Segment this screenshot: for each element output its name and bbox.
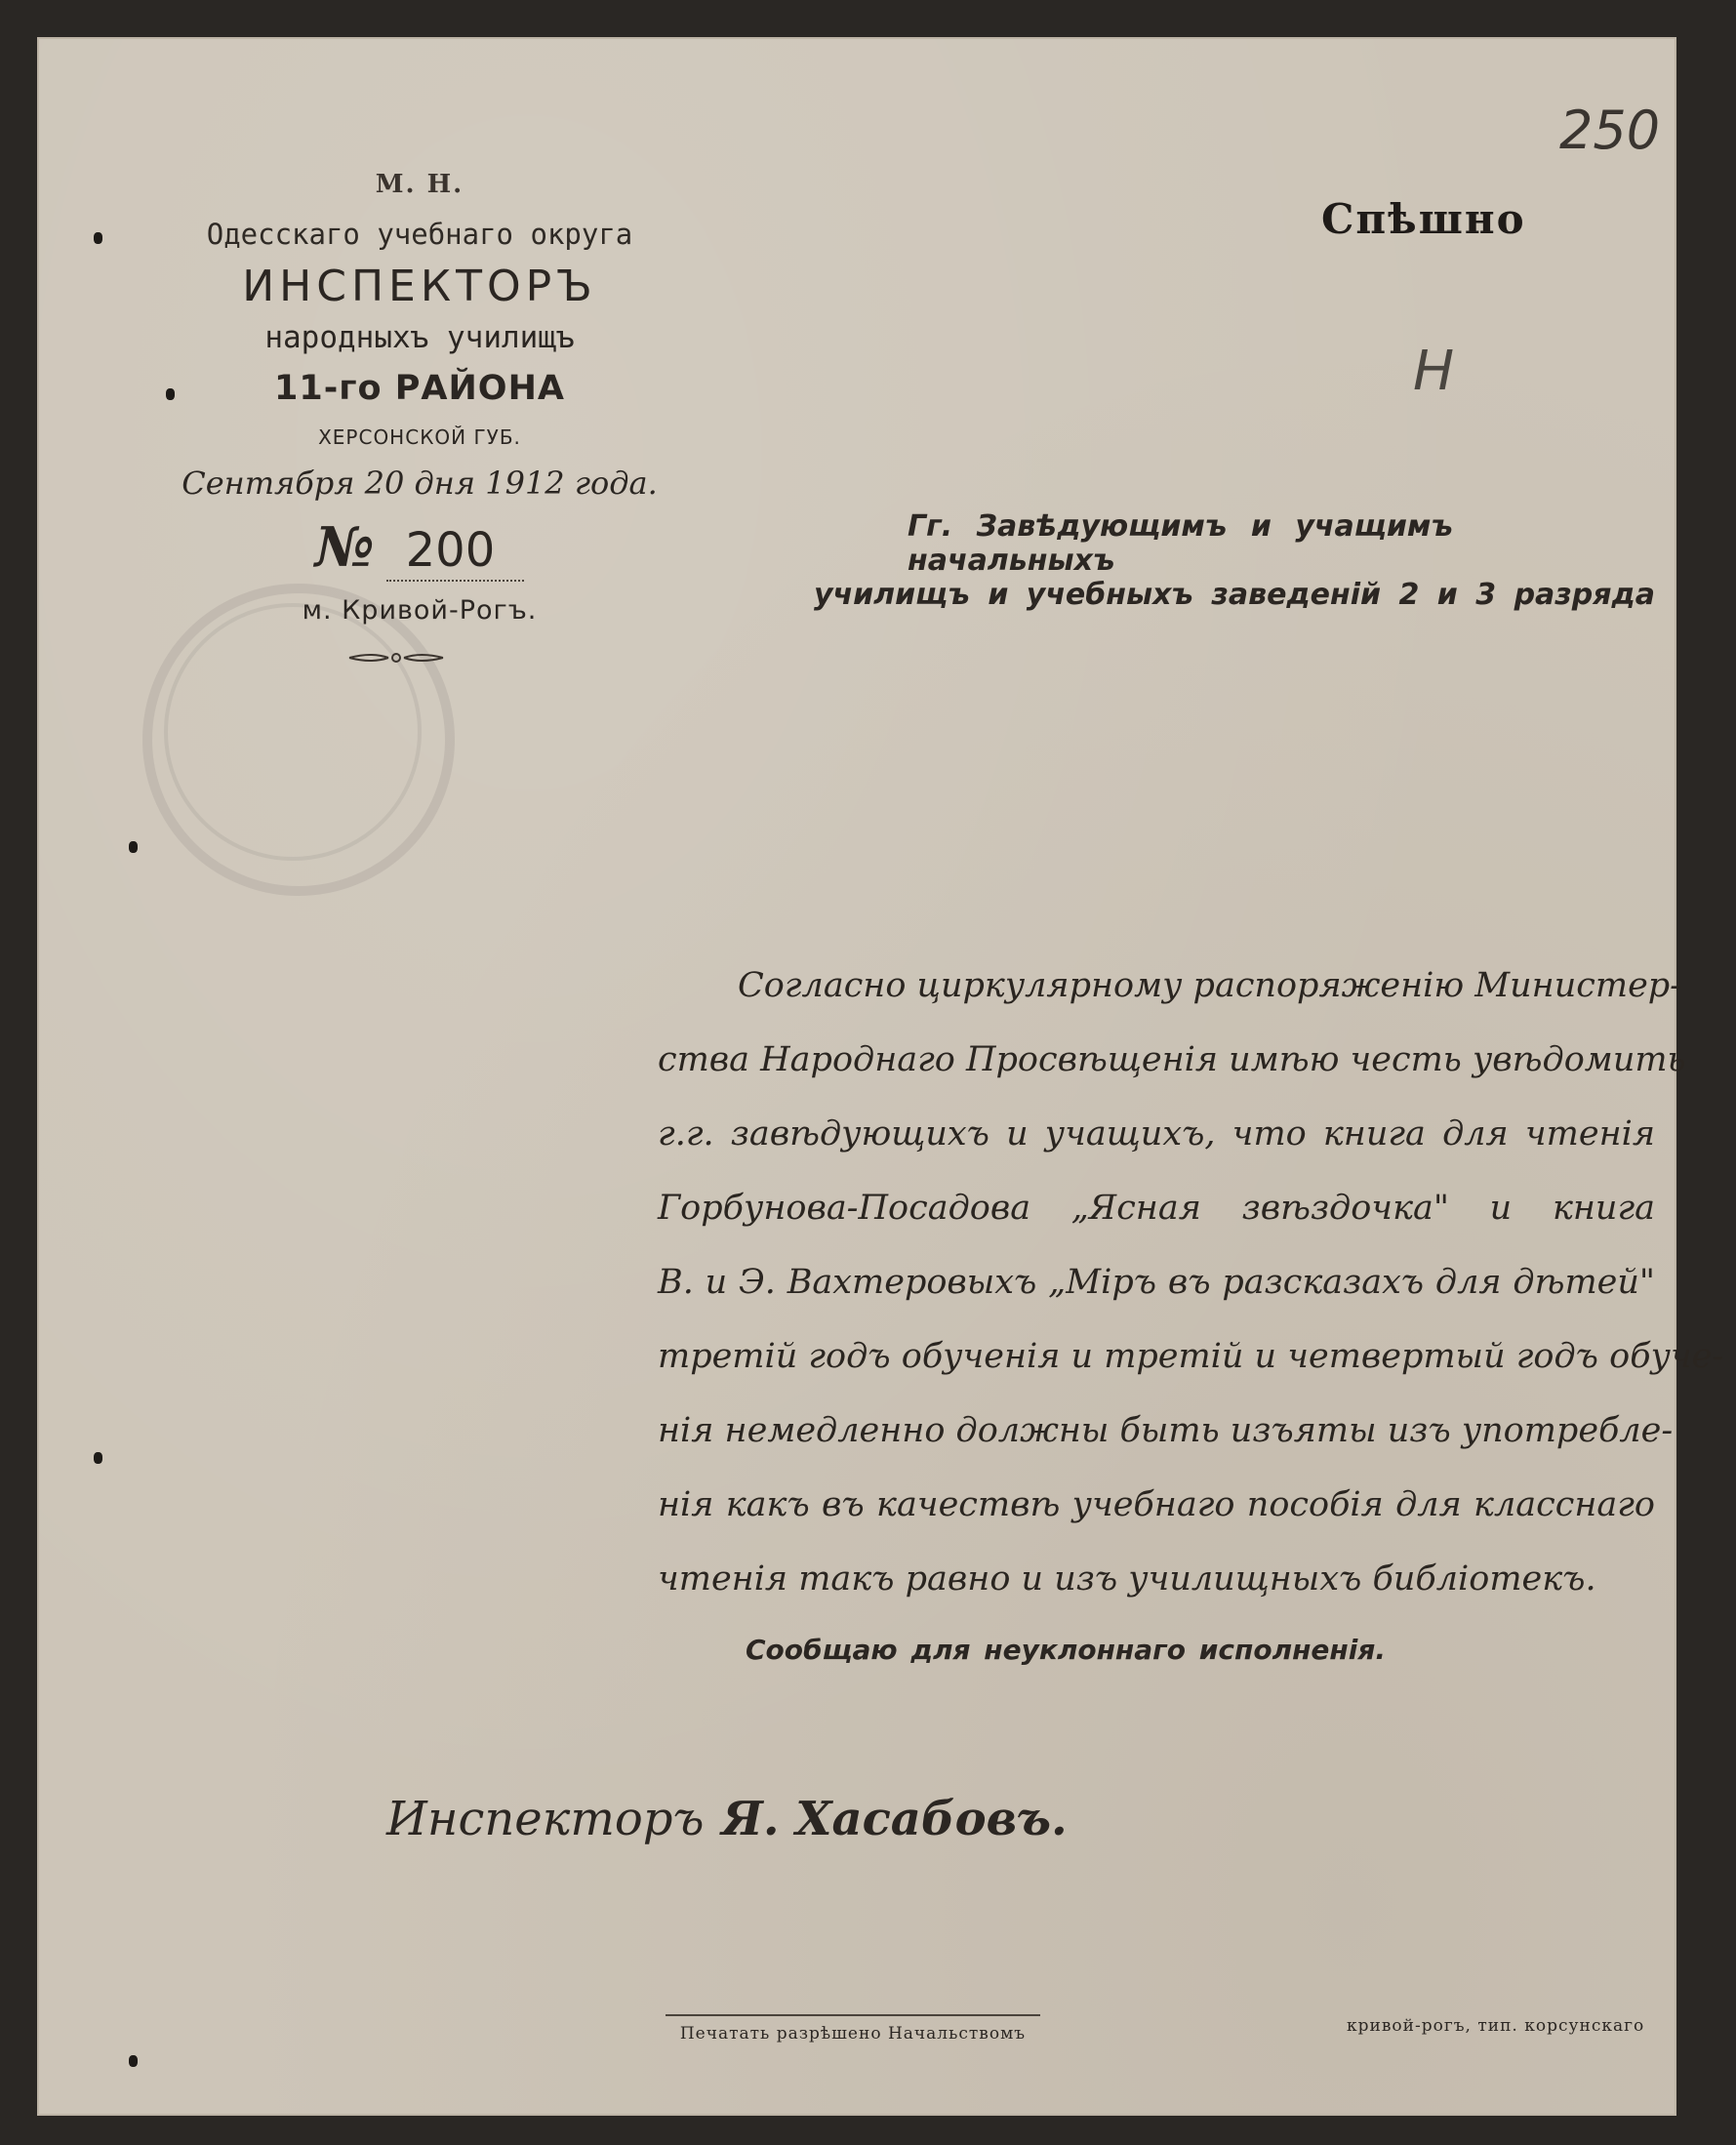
signature-role: Инспекторъ [386, 1792, 705, 1846]
body-line: чтенія такъ равно и изъ училищныхъ библіотекъ. [658, 1559, 1596, 1599]
body-text [658, 949, 1724, 1616]
faded-round-stamp-inner [164, 603, 422, 861]
footer-censor: Печатать разрѣшено Начальствомъ [666, 2014, 1040, 2044]
page-number-handwritten: 250 [1559, 100, 1661, 161]
body-line: нія какъ въ качествѣ учебнаго пособія для класснаго [658, 1485, 1655, 1524]
binding-hole [129, 2055, 138, 2067]
addressee-line-1: Гг. Завѣдующимъ и учащимъ начальныхъ [908, 509, 1454, 578]
number-value: 200 [386, 523, 525, 582]
header-place: м. Кривой-Рогъ. [302, 595, 538, 626]
body-line: ства Народнаго Просвѣщенія имѣю честь увѣдомить [658, 1040, 1686, 1079]
body-line: Горбунова-Посадова „Ясная звѣздочка" и книга [658, 1189, 1655, 1228]
signature-name: Я. Хасабовъ. [721, 1792, 1068, 1846]
document-page [37, 37, 1724, 2116]
header-date: Сентября 20 дня 1912 года. [182, 465, 658, 502]
signature [386, 1792, 1068, 1846]
addressee-line-2: училищъ и учебныхъ заведеній 2 и 3 разряда [814, 578, 1655, 612]
header-rayon: 11-го РАЙОНА [274, 369, 565, 408]
body-line: г.г. завѣдующихъ и учащихъ, что книга для чтенія [658, 1114, 1655, 1153]
header-number [146, 515, 693, 582]
header-title: ИНСПЕКТОРЪ [242, 262, 597, 311]
body-line: Согласно циркулярному распоряженію Министер- [738, 966, 1682, 1005]
binding-hole [94, 232, 102, 244]
notify-line: Сообщаю для неуклоннаго исполненія. [746, 1634, 1386, 1666]
body-line: В. и Э. Вахтеровыхъ „Міръ въ разсказахъ для дѣтей" [658, 1263, 1655, 1302]
handwritten-mark: Н [1413, 340, 1455, 403]
header-province: ХЕРСОНСКОЙ ГУБ. [318, 425, 521, 449]
binding-hole [94, 1452, 102, 1464]
number-sign: № [314, 515, 375, 580]
footer-printer: кривой-рогъ, тип. корсунскаго [1347, 2016, 1645, 2036]
header-district: Одесскаго учебнаго округа [206, 218, 633, 251]
binding-hole [129, 841, 138, 853]
header-ministry: М. Н. [375, 170, 464, 199]
binding-hole [166, 388, 175, 400]
urgent-mark: Спѣшно [1321, 195, 1526, 243]
body-line: нія немедленно должны быть изъяты изъ употребле- [658, 1411, 1674, 1450]
body-line: третій годъ обученія и третій и четвертый годъ обуче- [658, 1337, 1724, 1376]
header-schools: народныхъ училищъ [264, 320, 575, 355]
ornament-divider [347, 648, 445, 668]
